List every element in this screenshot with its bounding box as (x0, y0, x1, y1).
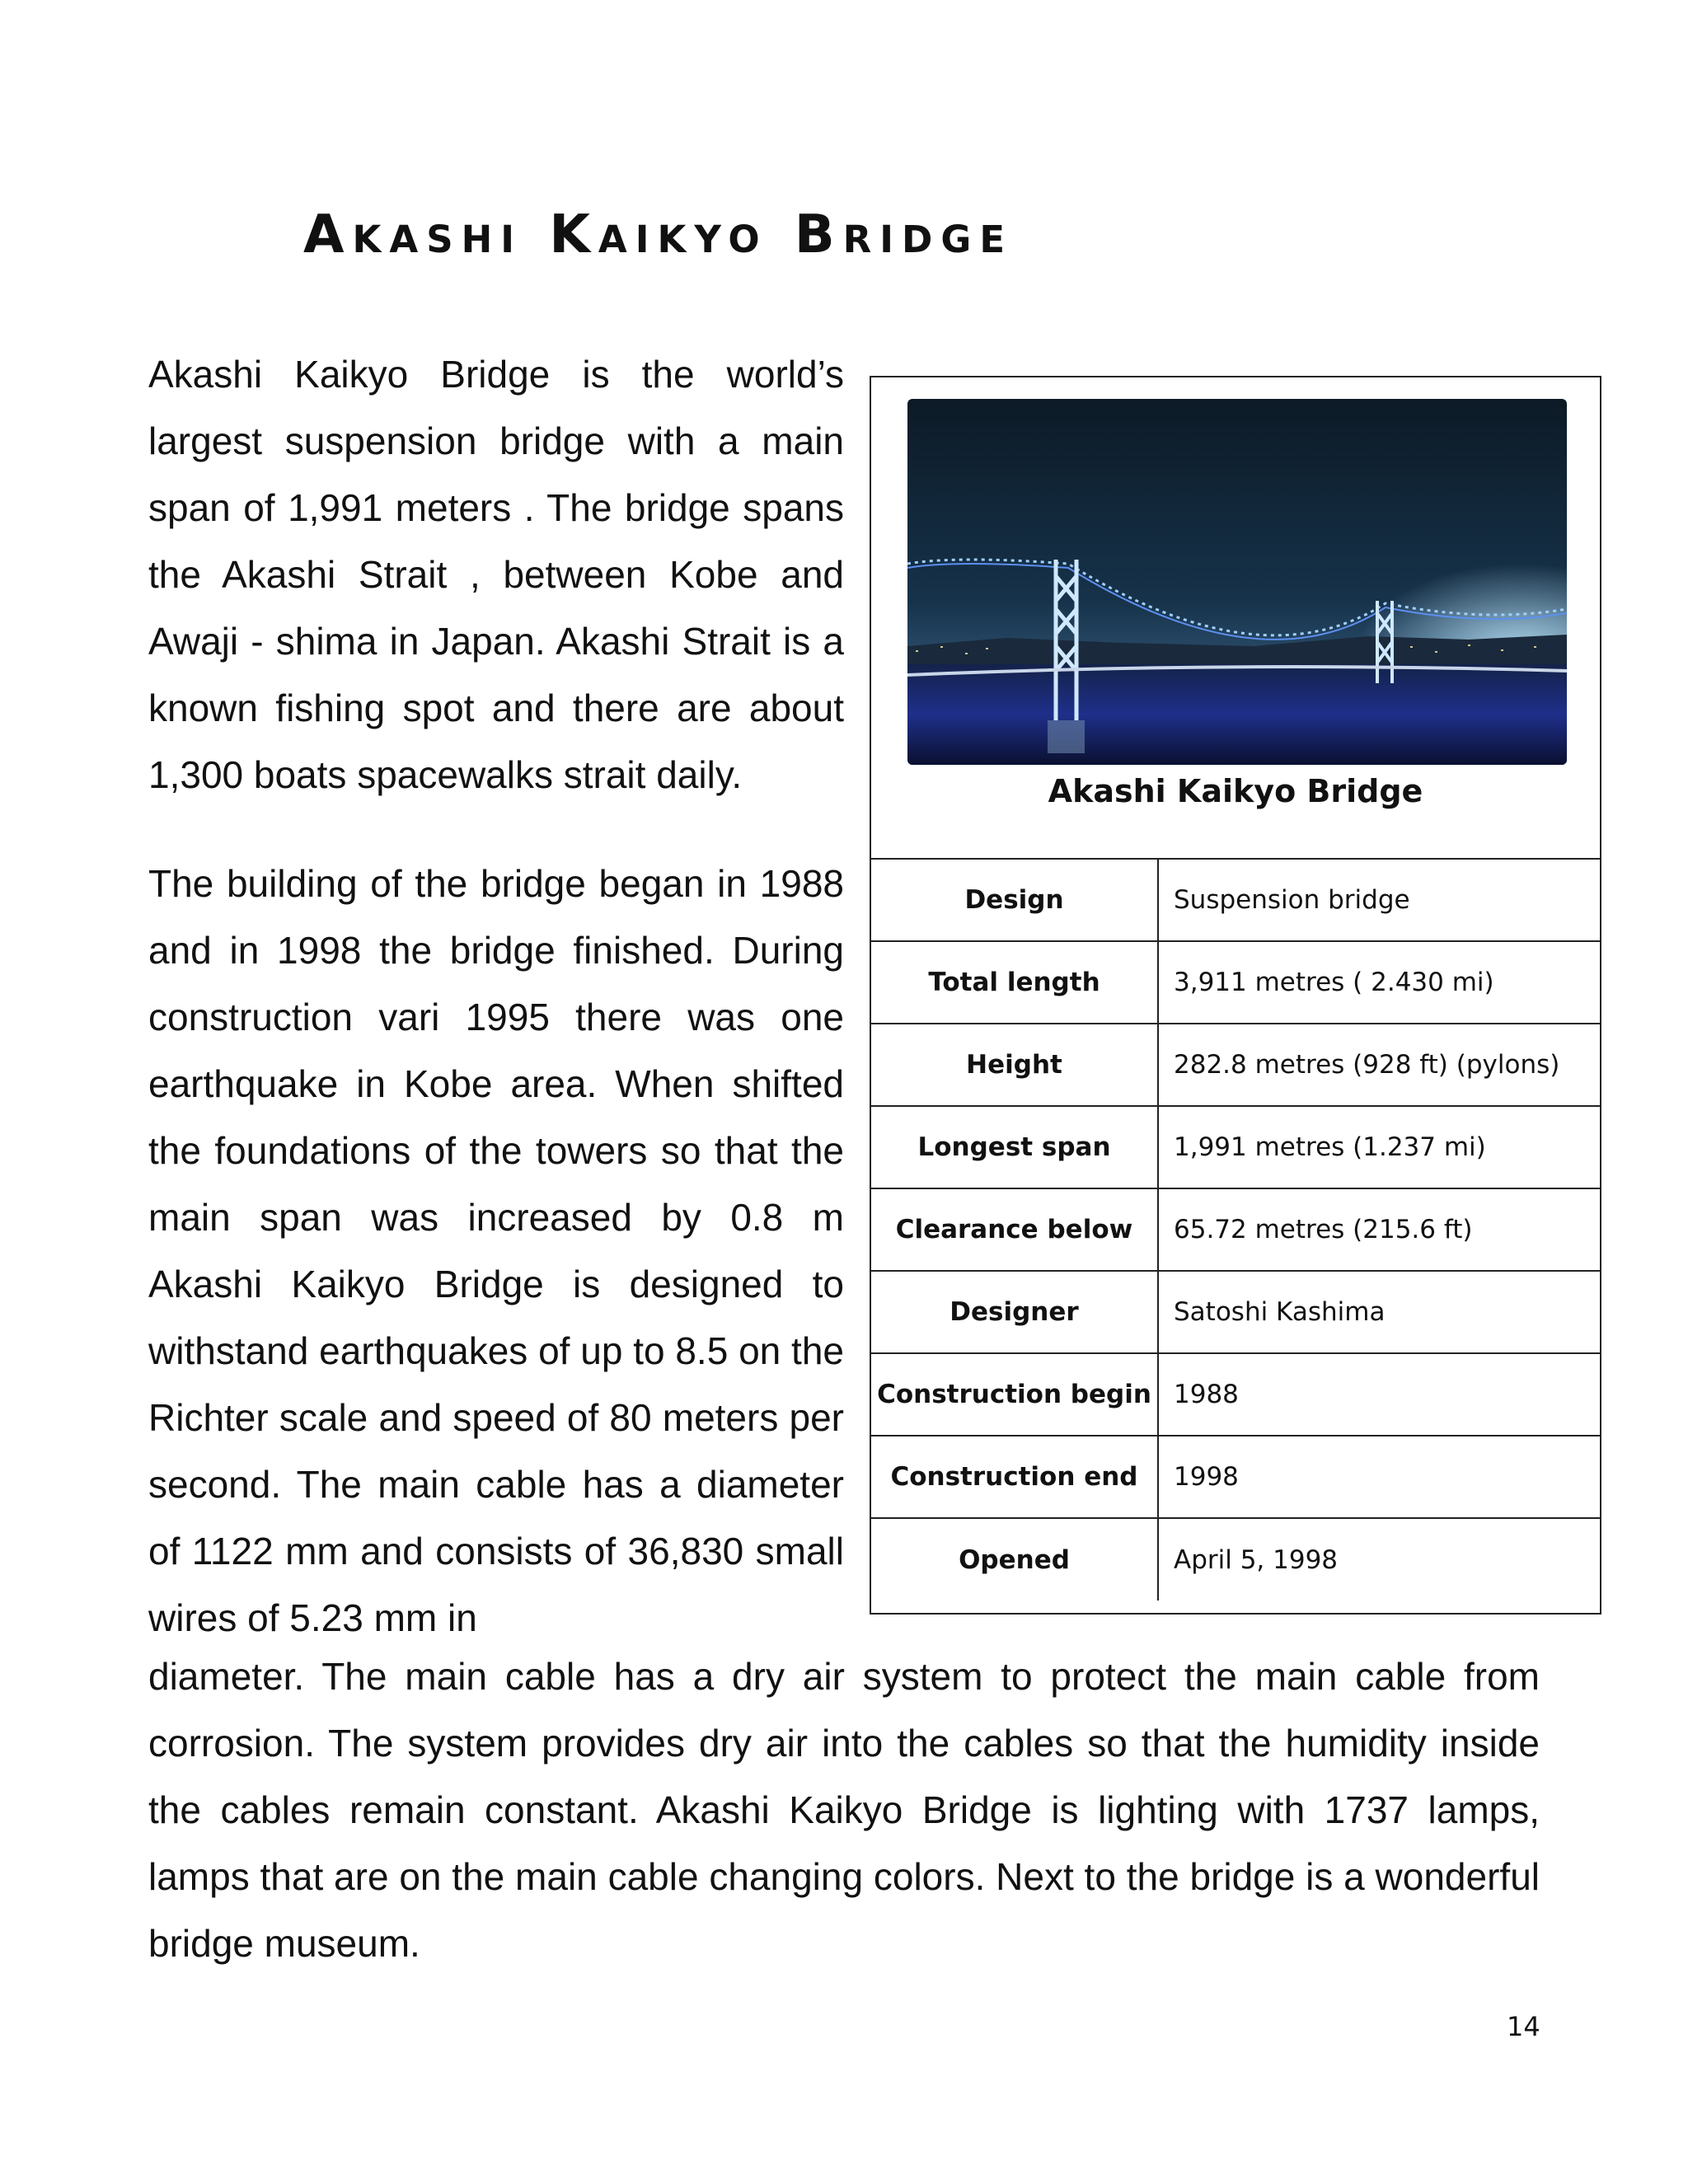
spec-value: 1,991 metres (1.237 mi) (1158, 1106, 1600, 1188)
spec-value: 1998 (1158, 1436, 1600, 1518)
table-row (871, 859, 1600, 941)
photo-caption: Akashi Kaikyo Bridge (1048, 773, 1423, 809)
spec-label: Construction end (871, 1436, 1158, 1518)
table-row (871, 1188, 1600, 1271)
intro-paragraph: Akashi Kaikyo Bridge is the world’s largest suspension bridge with a main span of 1,991 meters . The bridge spans the Akashi Strait , between Kobe and Awaji - shima in Japan. Akashi Strait is a known fishing spot and there are about 1,300 boats spacewalks strait daily. (148, 353, 844, 796)
table-row (871, 1436, 1600, 1518)
bridge-night-image (907, 399, 1567, 765)
table-row (871, 1024, 1600, 1106)
page-title: Akashi Kaikyo Bridge (303, 204, 1014, 265)
bridge-photo (907, 399, 1567, 765)
spec-value: Satoshi Kashima (1158, 1271, 1600, 1353)
page-number: 14 (1507, 2011, 1540, 2042)
spec-value: 65.72 metres (215.6 ft) (1158, 1188, 1600, 1271)
spec-value: 282.8 metres (928 ft) (pylons) (1158, 1024, 1600, 1106)
bridge-specs-table (871, 858, 1600, 1601)
table-row (871, 1518, 1600, 1601)
spec-label: Height (871, 1024, 1158, 1106)
spec-label: Total length (871, 941, 1158, 1024)
table-row (871, 1353, 1600, 1436)
table-row (871, 1271, 1600, 1353)
spec-label: Opened (871, 1518, 1158, 1601)
spec-label: Clearance below (871, 1188, 1158, 1271)
cable-paragraph: diameter. The main cable has a dry air system to protect the main cable from corrosion. The system provides dry air into the cables so that the humidity inside the cables remain constant. Akashi Kaikyo Bridge is lighting with 1737 lamps, lamps that are on the main cable changing colors. Next to the bridge is a wonderful bridge museum. (148, 1655, 1540, 1965)
spec-label: Designer (871, 1271, 1158, 1353)
bridge-infobox (870, 376, 1601, 1615)
spec-value: 1988 (1158, 1353, 1600, 1436)
table-row (871, 1106, 1600, 1188)
spec-value: 3,911 metres ( 2.430 mi) (1158, 941, 1600, 1024)
spec-label: Construction begin (871, 1353, 1158, 1436)
construction-paragraph: The building of the bridge began in 1988 and in 1998 the bridge finished. During construction vari 1995 there was one earthquake in Kobe area. When shifted the foundations of the towers so that the main span was increased by 0.8 m Akashi Kaikyo Bridge is designed to withstand earthquakes of up to 8.5 on the Richter scale and speed of 80 meters per second. The main cable has a diameter of 1122 mm and consists of 36,830 small wires of 5.23 mm in (148, 862, 844, 1639)
spec-value: April 5, 1998 (1158, 1518, 1600, 1601)
table-row (871, 941, 1600, 1024)
spec-label: Design (871, 859, 1158, 941)
spec-value: Suspension bridge (1158, 859, 1600, 941)
spec-label: Longest span (871, 1106, 1158, 1188)
